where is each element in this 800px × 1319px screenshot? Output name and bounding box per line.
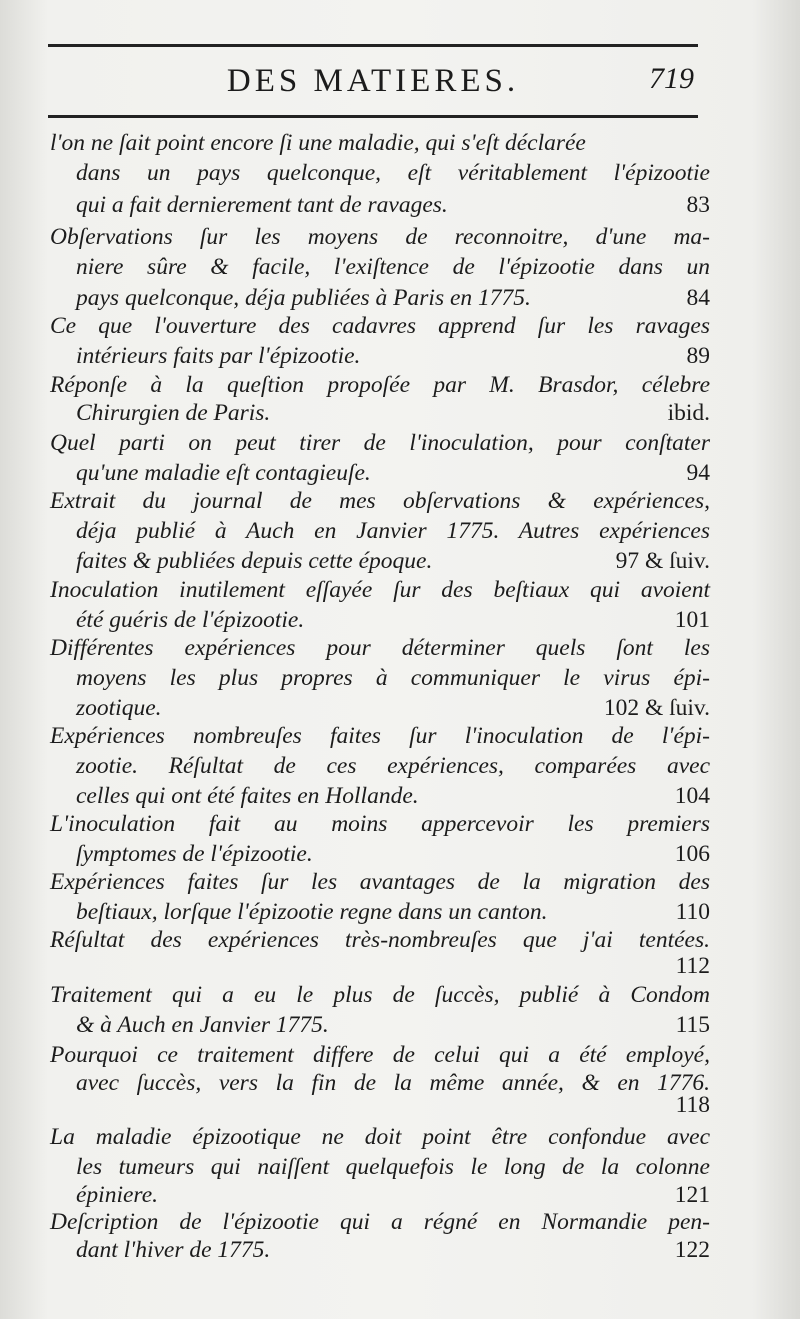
index-line: Chirurgien de Paris. ibid. [76,400,710,426]
index-line: Ce que l'ouverture des cadavres apprend ſur les ravages [50,313,710,339]
page-reference: 83 [686,192,710,218]
index-line: avec ſuccès, vers la fin de la même année, & en 1776. [76,1070,710,1096]
index-line: zootique. 102 & ſuiv. [76,695,710,721]
index-line: intérieurs faits par l'épizootie. 89 [76,343,710,369]
index-line: La maladie épizootique ne doit point être confondue avec [50,1124,710,1150]
index-line: épiniere. 121 [76,1182,710,1208]
page-reference: 84 [686,285,710,311]
page-reference: 102 & ſuiv. [603,695,710,721]
index-line: Expériences nombreuſes faites ſur l'inoculation de l'épi- [50,723,710,749]
running-header [48,52,698,110]
index-line: L'inoculation fait au moins appercevoir les premiers [50,811,710,837]
index-line: ſymptomes de l'épizootie. 106 [76,841,710,867]
index-line: l'on ne ſait point encore ſi une maladie, qui s'eſt déclarée [50,130,586,156]
index-line: Deſcription de l'épizootie qui a régné en Normandie pen- [50,1209,710,1235]
page-reference: 121 [674,1182,710,1208]
index-line: dant l'hiver de 1775. 122 [76,1237,710,1263]
page-number: 719 [649,62,694,95]
header-bottom-rule [48,115,698,118]
index-line: qu'une maladie eſt contagieuſe. 94 [76,460,710,486]
index-line: Quel parti on peut tirer de l'inoculation, pour conſtater [50,430,710,456]
index-line: Traitement qui a eu le plus de ſuccès, publié à Condom [50,982,710,1008]
page-reference: 110 [675,899,710,925]
index-line: qui a fait dernierement tant de ravages. 83 [76,192,710,218]
index-line [50,951,710,981]
index-line: dans un pays quelconque, eſt véritablement l'épizootie [76,160,710,186]
page-reference: 115 [675,1012,710,1038]
page-reference: 89 [686,343,710,369]
index-line: Inoculation inutilement eſſayée ſur des beſtiaux qui avoient [50,577,710,603]
index-line: les tumeurs qui naiſſent quelquefois le long de la colonne [76,1154,710,1180]
index-line: celles qui ont été faites en Hollande. 104 [76,783,710,809]
index-line: Expériences faites ſur les avantages de la migration des [50,869,710,895]
index-line: moyens les plus propres à communiquer le virus épi- [76,665,710,691]
index-line: Pourquoi ce traitement differe de celui qui a été employé, [50,1042,710,1068]
page-reference: 94 [686,460,710,486]
page-reference: ibid. [667,400,710,426]
index-line: zootie. Réſultat de ces expériences, comparées avec [76,753,710,779]
index-line: Réponſe à la queſtion propoſée par M. Brasdor, célebre [50,372,710,398]
index-line: Différentes expériences pour déterminer quels ſont les [50,635,710,661]
page-reference: 97 & ſuiv. [615,548,710,574]
index-line [50,1090,710,1120]
page-reference: 112 [675,953,710,979]
index-line: Obſervations ſur les moyens de reconnoitre, d'une ma- [50,224,710,250]
index-line: été guéris de l'épizootie. 101 [76,607,710,633]
page-reference: 106 [674,841,710,867]
index-line: faites & publiées depuis cette époque. 97 & ſuiv. [76,548,710,574]
page-reference: 118 [675,1092,710,1118]
page-reference: 122 [674,1237,710,1263]
header-top-rule [48,44,698,47]
index-line: beſtiaux, lorſque l'épizootie regne dans un canton. 110 [76,899,710,925]
index-line: pays quelconque, déja publiées à Paris en 1775. 84 [76,285,710,311]
header-title: DES MATIERES. [226,62,520,99]
page-reference: 101 [674,607,710,633]
page-reference: 104 [674,783,710,809]
index-line: Extrait du journal de mes obſervations & expériences, [50,488,710,514]
index-line: niere sûre & facile, l'exiſtence de l'épizootie dans un [76,254,710,280]
index-line: & à Auch en Janvier 1775. 115 [76,1012,710,1038]
index-line: déja publié à Auch en Janvier 1775. Autres expériences [76,518,710,544]
index-line: Réſultat des expériences très-nombreuſes que j'ai tentées. [50,927,710,953]
